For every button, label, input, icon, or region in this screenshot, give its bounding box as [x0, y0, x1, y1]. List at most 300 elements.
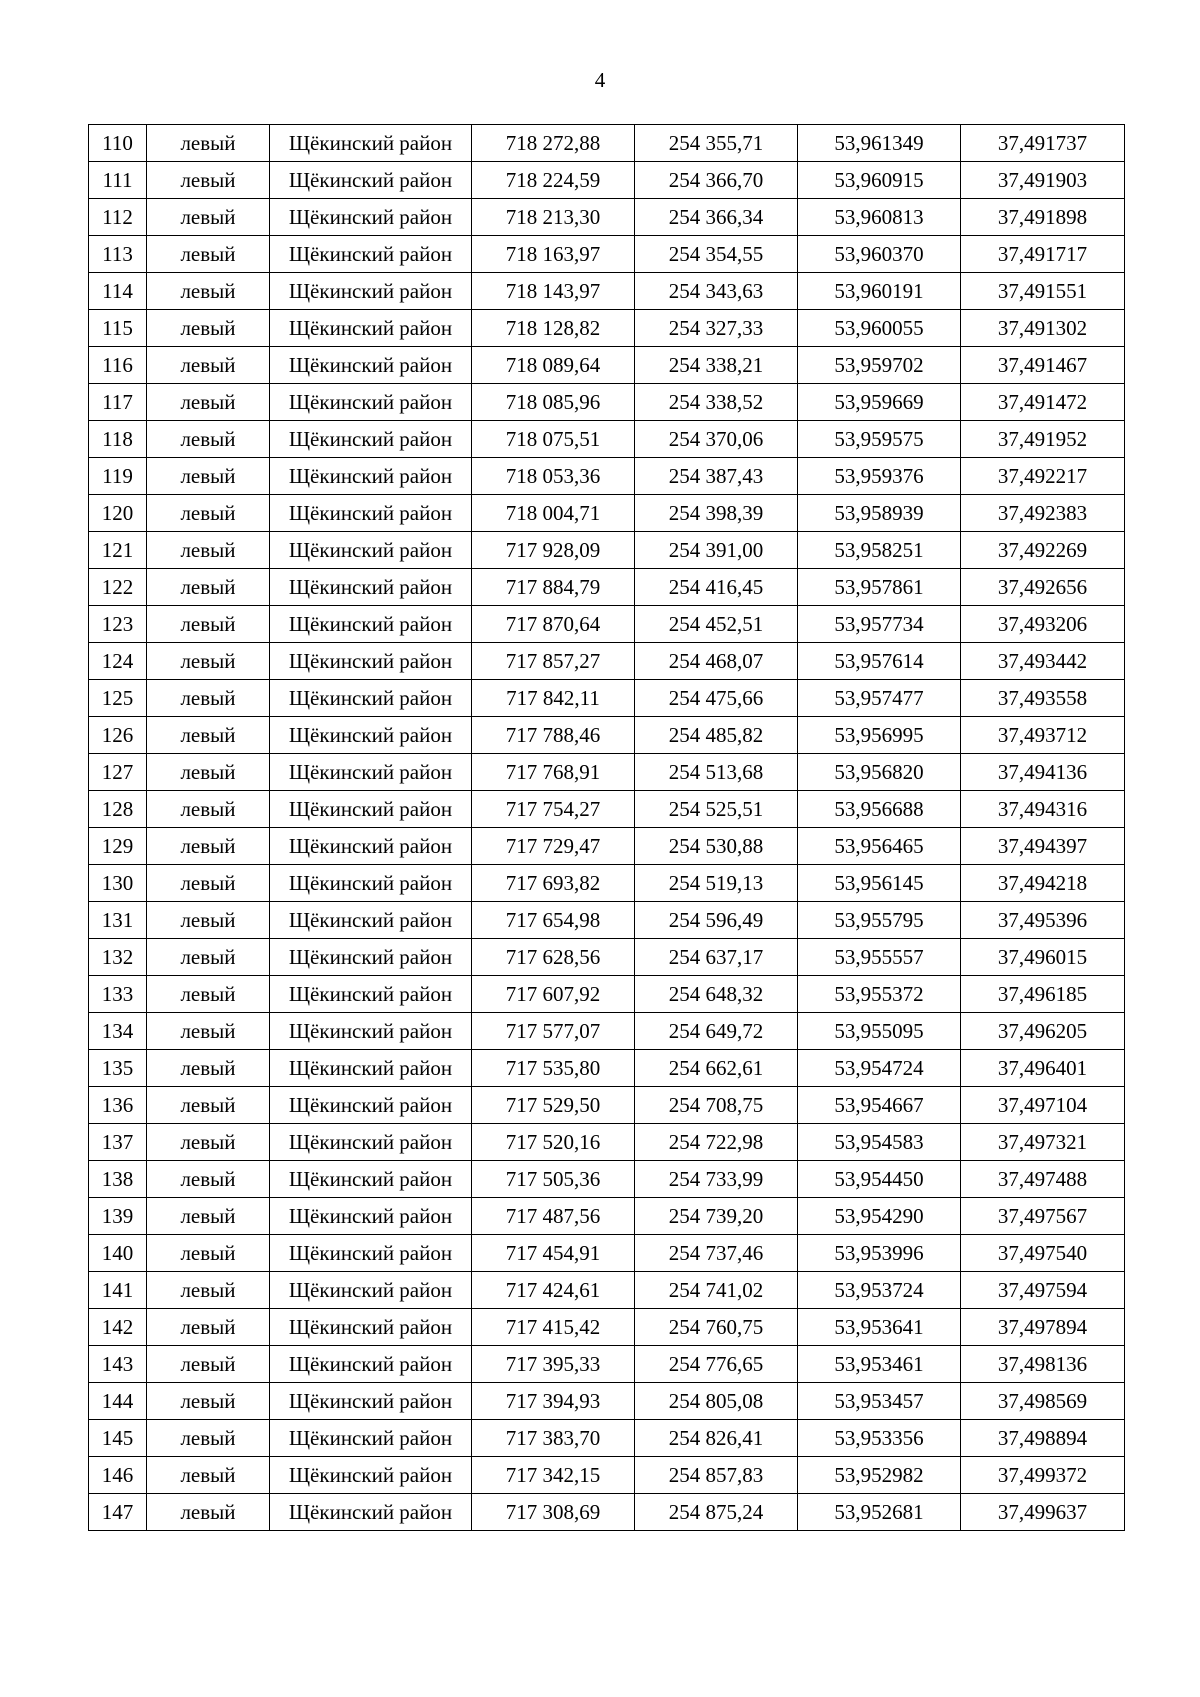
x-coordinate-cell: 717 395,33: [472, 1346, 635, 1383]
latitude-cell: 53,960915: [798, 162, 961, 199]
longitude-cell: 37,491903: [961, 162, 1125, 199]
y-coordinate-cell: 254 513,68: [635, 754, 798, 791]
point-number-cell: 144: [89, 1383, 147, 1420]
table-row: [89, 1124, 1125, 1161]
x-coordinate-cell: 717 654,98: [472, 902, 635, 939]
table-row: [89, 1235, 1125, 1272]
x-coordinate-cell: 717 487,56: [472, 1198, 635, 1235]
bank-side-cell: левый: [147, 939, 270, 976]
y-coordinate-cell: 254 355,71: [635, 125, 798, 162]
bank-side-cell: левый: [147, 310, 270, 347]
bank-side-cell: левый: [147, 754, 270, 791]
longitude-cell: 37,491952: [961, 421, 1125, 458]
bank-side-cell: левый: [147, 495, 270, 532]
district-cell: Щёкинский район: [270, 421, 472, 458]
latitude-cell: 53,953724: [798, 1272, 961, 1309]
longitude-cell: 37,496401: [961, 1050, 1125, 1087]
y-coordinate-cell: 254 875,24: [635, 1494, 798, 1531]
longitude-cell: 37,498569: [961, 1383, 1125, 1420]
longitude-cell: 37,494397: [961, 828, 1125, 865]
bank-side-cell: левый: [147, 717, 270, 754]
point-number-cell: 147: [89, 1494, 147, 1531]
longitude-cell: 37,493206: [961, 606, 1125, 643]
table-row: [89, 791, 1125, 828]
table-row: [89, 347, 1125, 384]
longitude-cell: 37,493442: [961, 643, 1125, 680]
latitude-cell: 53,954724: [798, 1050, 961, 1087]
point-number-cell: 140: [89, 1235, 147, 1272]
bank-side-cell: левый: [147, 643, 270, 680]
bank-side-cell: левый: [147, 384, 270, 421]
district-cell: Щёкинский район: [270, 1457, 472, 1494]
bank-side-cell: левый: [147, 532, 270, 569]
point-number-cell: 121: [89, 532, 147, 569]
latitude-cell: 53,961349: [798, 125, 961, 162]
x-coordinate-cell: 717 693,82: [472, 865, 635, 902]
latitude-cell: 53,953356: [798, 1420, 961, 1457]
y-coordinate-cell: 254 338,21: [635, 347, 798, 384]
latitude-cell: 53,955372: [798, 976, 961, 1013]
x-coordinate-cell: 718 004,71: [472, 495, 635, 532]
district-cell: Щёкинский район: [270, 458, 472, 495]
x-coordinate-cell: 717 729,47: [472, 828, 635, 865]
point-number-cell: 146: [89, 1457, 147, 1494]
x-coordinate-cell: 717 394,93: [472, 1383, 635, 1420]
latitude-cell: 53,953996: [798, 1235, 961, 1272]
x-coordinate-cell: 717 415,42: [472, 1309, 635, 1346]
y-coordinate-cell: 254 398,39: [635, 495, 798, 532]
longitude-cell: 37,498894: [961, 1420, 1125, 1457]
table-row: [89, 1050, 1125, 1087]
district-cell: Щёкинский район: [270, 125, 472, 162]
x-coordinate-cell: 717 535,80: [472, 1050, 635, 1087]
point-number-cell: 128: [89, 791, 147, 828]
latitude-cell: 53,954450: [798, 1161, 961, 1198]
latitude-cell: 53,958251: [798, 532, 961, 569]
x-coordinate-cell: 717 505,36: [472, 1161, 635, 1198]
latitude-cell: 53,953641: [798, 1309, 961, 1346]
y-coordinate-cell: 254 485,82: [635, 717, 798, 754]
bank-side-cell: левый: [147, 1494, 270, 1531]
longitude-cell: 37,497567: [961, 1198, 1125, 1235]
x-coordinate-cell: 718 224,59: [472, 162, 635, 199]
longitude-cell: 37,492217: [961, 458, 1125, 495]
y-coordinate-cell: 254 343,63: [635, 273, 798, 310]
y-coordinate-cell: 254 327,33: [635, 310, 798, 347]
point-number-cell: 110: [89, 125, 147, 162]
point-number-cell: 131: [89, 902, 147, 939]
y-coordinate-cell: 254 733,99: [635, 1161, 798, 1198]
table-row: [89, 310, 1125, 347]
district-cell: Щёкинский район: [270, 1346, 472, 1383]
district-cell: Щёкинский район: [270, 310, 472, 347]
bank-side-cell: левый: [147, 569, 270, 606]
district-cell: Щёкинский район: [270, 1309, 472, 1346]
table-row: [89, 717, 1125, 754]
district-cell: Щёкинский район: [270, 384, 472, 421]
x-coordinate-cell: 717 754,27: [472, 791, 635, 828]
district-cell: Щёкинский район: [270, 680, 472, 717]
point-number-cell: 112: [89, 199, 147, 236]
latitude-cell: 53,956145: [798, 865, 961, 902]
x-coordinate-cell: 717 342,15: [472, 1457, 635, 1494]
bank-side-cell: левый: [147, 680, 270, 717]
y-coordinate-cell: 254 452,51: [635, 606, 798, 643]
district-cell: Щёкинский район: [270, 162, 472, 199]
bank-side-cell: левый: [147, 1309, 270, 1346]
x-coordinate-cell: 718 053,36: [472, 458, 635, 495]
longitude-cell: 37,491472: [961, 384, 1125, 421]
x-coordinate-cell: 717 884,79: [472, 569, 635, 606]
bank-side-cell: левый: [147, 1124, 270, 1161]
bank-side-cell: левый: [147, 1013, 270, 1050]
district-cell: Щёкинский район: [270, 717, 472, 754]
y-coordinate-cell: 254 366,34: [635, 199, 798, 236]
x-coordinate-cell: 717 308,69: [472, 1494, 635, 1531]
y-coordinate-cell: 254 391,00: [635, 532, 798, 569]
table-row: [89, 236, 1125, 273]
longitude-cell: 37,497894: [961, 1309, 1125, 1346]
y-coordinate-cell: 254 826,41: [635, 1420, 798, 1457]
latitude-cell: 53,960370: [798, 236, 961, 273]
y-coordinate-cell: 254 722,98: [635, 1124, 798, 1161]
longitude-cell: 37,494218: [961, 865, 1125, 902]
longitude-cell: 37,492383: [961, 495, 1125, 532]
district-cell: Щёкинский район: [270, 1272, 472, 1309]
x-coordinate-cell: 718 163,97: [472, 236, 635, 273]
table-body: [89, 125, 1125, 1531]
district-cell: Щёкинский район: [270, 902, 472, 939]
longitude-cell: 37,491717: [961, 236, 1125, 273]
y-coordinate-cell: 254 857,83: [635, 1457, 798, 1494]
longitude-cell: 37,497321: [961, 1124, 1125, 1161]
bank-side-cell: левый: [147, 347, 270, 384]
district-cell: Щёкинский район: [270, 1161, 472, 1198]
x-coordinate-cell: 717 628,56: [472, 939, 635, 976]
table-row: [89, 1457, 1125, 1494]
longitude-cell: 37,491467: [961, 347, 1125, 384]
latitude-cell: 53,959702: [798, 347, 961, 384]
point-number-cell: 139: [89, 1198, 147, 1235]
longitude-cell: 37,499372: [961, 1457, 1125, 1494]
point-number-cell: 113: [89, 236, 147, 273]
district-cell: Щёкинский район: [270, 1383, 472, 1420]
longitude-cell: 37,492269: [961, 532, 1125, 569]
longitude-cell: 37,498136: [961, 1346, 1125, 1383]
bank-side-cell: левый: [147, 236, 270, 273]
table-row: [89, 865, 1125, 902]
bank-side-cell: левый: [147, 1198, 270, 1235]
district-cell: Щёкинский район: [270, 1124, 472, 1161]
latitude-cell: 53,953457: [798, 1383, 961, 1420]
point-number-cell: 132: [89, 939, 147, 976]
x-coordinate-cell: 717 788,46: [472, 717, 635, 754]
table-row: [89, 199, 1125, 236]
longitude-cell: 37,497594: [961, 1272, 1125, 1309]
latitude-cell: 53,956465: [798, 828, 961, 865]
longitude-cell: 37,499637: [961, 1494, 1125, 1531]
table-row: [89, 1087, 1125, 1124]
table-row: [89, 828, 1125, 865]
district-cell: Щёкинский район: [270, 828, 472, 865]
longitude-cell: 37,493558: [961, 680, 1125, 717]
y-coordinate-cell: 254 525,51: [635, 791, 798, 828]
district-cell: Щёкинский район: [270, 606, 472, 643]
table-row: [89, 458, 1125, 495]
table-row: [89, 495, 1125, 532]
bank-side-cell: левый: [147, 902, 270, 939]
table-row: [89, 125, 1125, 162]
bank-side-cell: левый: [147, 125, 270, 162]
table-row: [89, 643, 1125, 680]
point-number-cell: 115: [89, 310, 147, 347]
district-cell: Щёкинский район: [270, 754, 472, 791]
district-cell: Щёкинский район: [270, 939, 472, 976]
x-coordinate-cell: 717 529,50: [472, 1087, 635, 1124]
x-coordinate-cell: 718 085,96: [472, 384, 635, 421]
table-row: [89, 162, 1125, 199]
y-coordinate-cell: 254 805,08: [635, 1383, 798, 1420]
bank-side-cell: левый: [147, 1087, 270, 1124]
x-coordinate-cell: 717 842,11: [472, 680, 635, 717]
point-number-cell: 136: [89, 1087, 147, 1124]
y-coordinate-cell: 254 519,13: [635, 865, 798, 902]
latitude-cell: 53,960055: [798, 310, 961, 347]
district-cell: Щёкинский район: [270, 976, 472, 1013]
y-coordinate-cell: 254 648,32: [635, 976, 798, 1013]
bank-side-cell: левый: [147, 606, 270, 643]
latitude-cell: 53,954583: [798, 1124, 961, 1161]
district-cell: Щёкинский район: [270, 643, 472, 680]
bank-side-cell: левый: [147, 976, 270, 1013]
bank-side-cell: левый: [147, 273, 270, 310]
point-number-cell: 126: [89, 717, 147, 754]
longitude-cell: 37,491551: [961, 273, 1125, 310]
coordinates-table: [88, 124, 1125, 1531]
district-cell: Щёкинский район: [270, 1013, 472, 1050]
point-number-cell: 138: [89, 1161, 147, 1198]
point-number-cell: 143: [89, 1346, 147, 1383]
latitude-cell: 53,958939: [798, 495, 961, 532]
y-coordinate-cell: 254 354,55: [635, 236, 798, 273]
latitude-cell: 53,957477: [798, 680, 961, 717]
table-row: [89, 384, 1125, 421]
bank-side-cell: левый: [147, 1346, 270, 1383]
longitude-cell: 37,497488: [961, 1161, 1125, 1198]
point-number-cell: 111: [89, 162, 147, 199]
point-number-cell: 114: [89, 273, 147, 310]
x-coordinate-cell: 718 128,82: [472, 310, 635, 347]
table-row: [89, 680, 1125, 717]
table-row: [89, 1198, 1125, 1235]
longitude-cell: 37,496205: [961, 1013, 1125, 1050]
longitude-cell: 37,495396: [961, 902, 1125, 939]
table-row: [89, 421, 1125, 458]
district-cell: Щёкинский район: [270, 1420, 472, 1457]
bank-side-cell: левый: [147, 1383, 270, 1420]
x-coordinate-cell: 717 928,09: [472, 532, 635, 569]
district-cell: Щёкинский район: [270, 236, 472, 273]
point-number-cell: 130: [89, 865, 147, 902]
y-coordinate-cell: 254 475,66: [635, 680, 798, 717]
bank-side-cell: левый: [147, 421, 270, 458]
table-row: [89, 902, 1125, 939]
x-coordinate-cell: 718 089,64: [472, 347, 635, 384]
district-cell: Щёкинский район: [270, 1087, 472, 1124]
longitude-cell: 37,492656: [961, 569, 1125, 606]
y-coordinate-cell: 254 596,49: [635, 902, 798, 939]
point-number-cell: 119: [89, 458, 147, 495]
bank-side-cell: левый: [147, 1161, 270, 1198]
district-cell: Щёкинский район: [270, 1494, 472, 1531]
longitude-cell: 37,496015: [961, 939, 1125, 976]
table-row: [89, 1013, 1125, 1050]
y-coordinate-cell: 254 739,20: [635, 1198, 798, 1235]
y-coordinate-cell: 254 649,72: [635, 1013, 798, 1050]
table-row: [89, 606, 1125, 643]
district-cell: Щёкинский район: [270, 865, 472, 902]
x-coordinate-cell: 718 143,97: [472, 273, 635, 310]
latitude-cell: 53,952681: [798, 1494, 961, 1531]
latitude-cell: 53,954290: [798, 1198, 961, 1235]
x-coordinate-cell: 717 768,91: [472, 754, 635, 791]
latitude-cell: 53,956995: [798, 717, 961, 754]
x-coordinate-cell: 717 607,92: [472, 976, 635, 1013]
point-number-cell: 142: [89, 1309, 147, 1346]
point-number-cell: 129: [89, 828, 147, 865]
district-cell: Щёкинский район: [270, 1050, 472, 1087]
point-number-cell: 120: [89, 495, 147, 532]
y-coordinate-cell: 254 776,65: [635, 1346, 798, 1383]
district-cell: Щёкинский район: [270, 791, 472, 828]
table-row: [89, 1383, 1125, 1420]
y-coordinate-cell: 254 416,45: [635, 569, 798, 606]
x-coordinate-cell: 717 520,16: [472, 1124, 635, 1161]
y-coordinate-cell: 254 530,88: [635, 828, 798, 865]
bank-side-cell: левый: [147, 1420, 270, 1457]
table-row: [89, 569, 1125, 606]
longitude-cell: 37,497104: [961, 1087, 1125, 1124]
bank-side-cell: левый: [147, 828, 270, 865]
point-number-cell: 123: [89, 606, 147, 643]
latitude-cell: 53,957734: [798, 606, 961, 643]
x-coordinate-cell: 718 213,30: [472, 199, 635, 236]
table-row: [89, 1309, 1125, 1346]
district-cell: Щёкинский район: [270, 1235, 472, 1272]
district-cell: Щёкинский район: [270, 532, 472, 569]
longitude-cell: 37,496185: [961, 976, 1125, 1013]
point-number-cell: 133: [89, 976, 147, 1013]
point-number-cell: 141: [89, 1272, 147, 1309]
table-row: [89, 1161, 1125, 1198]
latitude-cell: 53,955795: [798, 902, 961, 939]
longitude-cell: 37,491737: [961, 125, 1125, 162]
point-number-cell: 117: [89, 384, 147, 421]
page-number: 4: [594, 68, 606, 92]
latitude-cell: 53,954667: [798, 1087, 961, 1124]
latitude-cell: 53,955095: [798, 1013, 961, 1050]
latitude-cell: 53,960813: [798, 199, 961, 236]
x-coordinate-cell: 717 383,70: [472, 1420, 635, 1457]
y-coordinate-cell: 254 708,75: [635, 1087, 798, 1124]
table-row: [89, 754, 1125, 791]
table-row: [89, 1420, 1125, 1457]
longitude-cell: 37,494316: [961, 791, 1125, 828]
latitude-cell: 53,960191: [798, 273, 961, 310]
point-number-cell: 122: [89, 569, 147, 606]
district-cell: Щёкинский район: [270, 569, 472, 606]
latitude-cell: 53,959376: [798, 458, 961, 495]
longitude-cell: 37,491898: [961, 199, 1125, 236]
point-number-cell: 118: [89, 421, 147, 458]
point-number-cell: 145: [89, 1420, 147, 1457]
bank-side-cell: левый: [147, 458, 270, 495]
bank-side-cell: левый: [147, 199, 270, 236]
x-coordinate-cell: 718 272,88: [472, 125, 635, 162]
y-coordinate-cell: 254 760,75: [635, 1309, 798, 1346]
y-coordinate-cell: 254 662,61: [635, 1050, 798, 1087]
point-number-cell: 127: [89, 754, 147, 791]
district-cell: Щёкинский район: [270, 273, 472, 310]
district-cell: Щёкинский район: [270, 347, 472, 384]
district-cell: Щёкинский район: [270, 1198, 472, 1235]
bank-side-cell: левый: [147, 162, 270, 199]
y-coordinate-cell: 254 370,06: [635, 421, 798, 458]
table-row: [89, 976, 1125, 1013]
y-coordinate-cell: 254 737,46: [635, 1235, 798, 1272]
point-number-cell: 125: [89, 680, 147, 717]
latitude-cell: 53,956688: [798, 791, 961, 828]
table-row: [89, 1494, 1125, 1531]
latitude-cell: 53,957614: [798, 643, 961, 680]
latitude-cell: 53,953461: [798, 1346, 961, 1383]
y-coordinate-cell: 254 741,02: [635, 1272, 798, 1309]
bank-side-cell: левый: [147, 791, 270, 828]
point-number-cell: 134: [89, 1013, 147, 1050]
y-coordinate-cell: 254 468,07: [635, 643, 798, 680]
point-number-cell: 135: [89, 1050, 147, 1087]
latitude-cell: 53,956820: [798, 754, 961, 791]
table-row: [89, 939, 1125, 976]
x-coordinate-cell: 717 424,61: [472, 1272, 635, 1309]
y-coordinate-cell: 254 338,52: [635, 384, 798, 421]
bank-side-cell: левый: [147, 1235, 270, 1272]
x-coordinate-cell: 717 577,07: [472, 1013, 635, 1050]
latitude-cell: 53,959669: [798, 384, 961, 421]
x-coordinate-cell: 717 454,91: [472, 1235, 635, 1272]
y-coordinate-cell: 254 366,70: [635, 162, 798, 199]
table-row: [89, 273, 1125, 310]
latitude-cell: 53,952982: [798, 1457, 961, 1494]
longitude-cell: 37,494136: [961, 754, 1125, 791]
bank-side-cell: левый: [147, 865, 270, 902]
x-coordinate-cell: 717 857,27: [472, 643, 635, 680]
table-row: [89, 532, 1125, 569]
y-coordinate-cell: 254 637,17: [635, 939, 798, 976]
x-coordinate-cell: 718 075,51: [472, 421, 635, 458]
latitude-cell: 53,955557: [798, 939, 961, 976]
bank-side-cell: левый: [147, 1272, 270, 1309]
bank-side-cell: левый: [147, 1457, 270, 1494]
point-number-cell: 137: [89, 1124, 147, 1161]
table-row: [89, 1272, 1125, 1309]
longitude-cell: 37,497540: [961, 1235, 1125, 1272]
longitude-cell: 37,491302: [961, 310, 1125, 347]
y-coordinate-cell: 254 387,43: [635, 458, 798, 495]
district-cell: Щёкинский район: [270, 495, 472, 532]
table-row: [89, 1346, 1125, 1383]
district-cell: Щёкинский район: [270, 199, 472, 236]
